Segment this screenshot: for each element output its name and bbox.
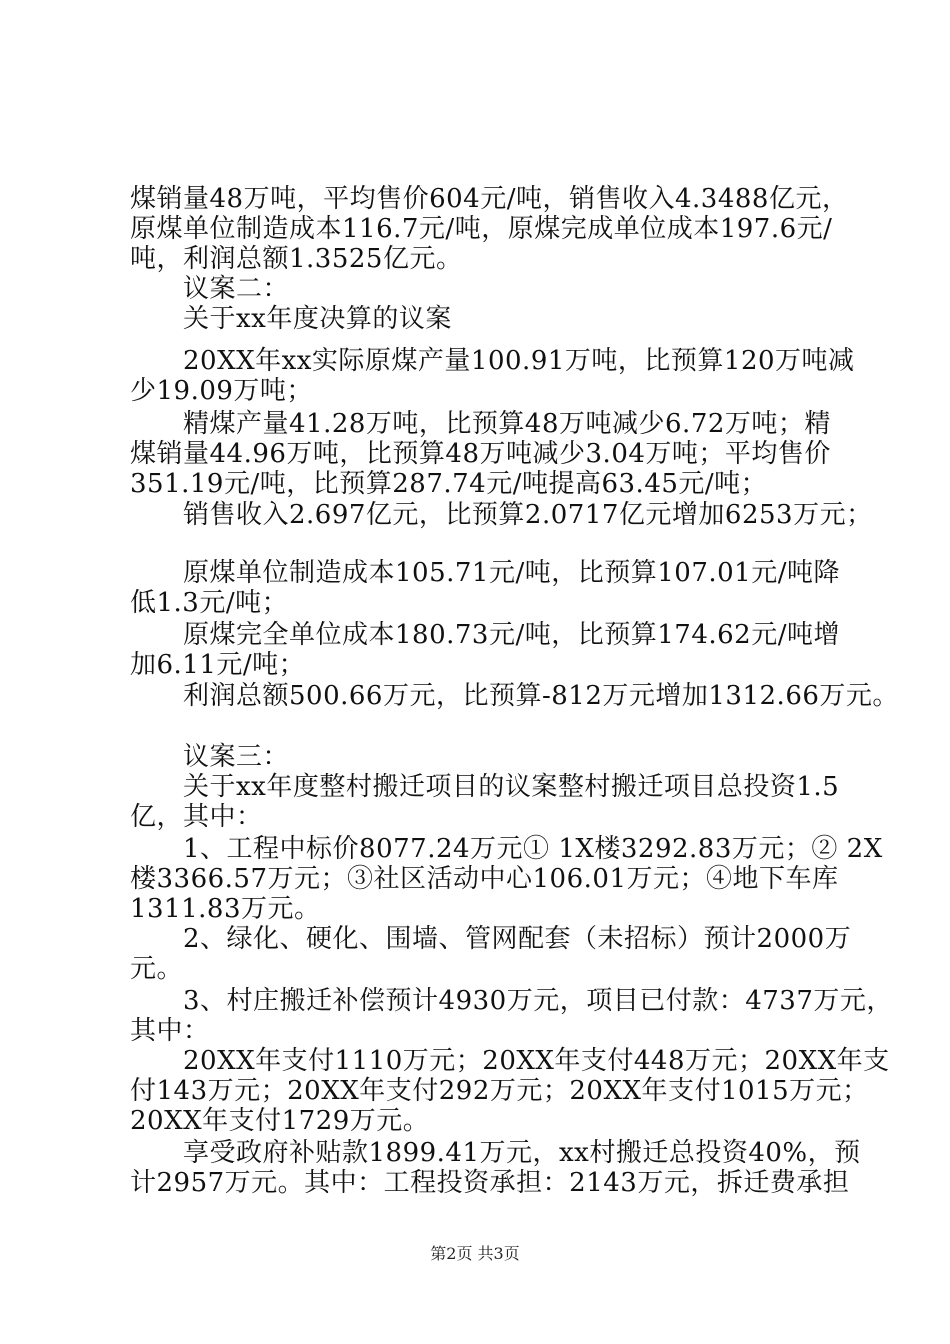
text-line: 计2957万元。其中：工程投资承担：2143万元，拆迁费承担 <box>130 1168 850 1198</box>
page-footer: 第2页 共3页 <box>430 1244 520 1263</box>
text-line: 元。 <box>130 954 184 984</box>
text-line: 楼3366.57万元；③社区活动中心106.01万元；④地下车库 <box>130 864 839 894</box>
text-line: 利润总额500.66万元，比预算-812万元增加1312.66万元。 <box>130 681 899 711</box>
text-line: 20XX年支付1729万元。 <box>130 1106 430 1136</box>
text-line: 付143万元；20XX年支付292万元；20XX年支付1015万元； <box>130 1076 869 1106</box>
text-line: 其中： <box>130 1016 210 1046</box>
text-line: 原煤完全单位成本180.73元/吨，比预算174.62元/吨增 <box>130 620 840 650</box>
text-line: 20XX年支付1110万元；20XX年支付448万元；20XX年支 <box>130 1046 890 1076</box>
text-line: 351.19元/吨，比预算287.74元/吨提高63.45元/吨； <box>130 469 768 499</box>
text-line: 原煤单位制造成本116.7元/吨，原煤完成单位成本197.6元/ <box>130 214 833 244</box>
text-line: 享受政府补贴款1899.41万元，xx村搬迁总投资40%，预 <box>130 1138 861 1168</box>
text-line: 精煤产量41.28万吨，比预算48万吨减少6.72万吨；精 <box>130 409 831 439</box>
text-line: 2、绿化、硬化、围墙、管网配套（未招标）预计2000万 <box>130 924 852 954</box>
section-heading: 议案二： <box>130 274 290 304</box>
text-line: 加6.11元/吨； <box>130 650 306 680</box>
section-heading: 议案三： <box>130 742 290 772</box>
text-line: 亿，其中： <box>130 802 263 832</box>
section-title: 关于xx年度决算的议案 <box>130 304 452 334</box>
text-line: 低1.3元/吨； <box>130 588 289 618</box>
text-line: 1311.83万元。 <box>130 894 321 924</box>
text-line: 原煤单位制造成本105.71元/吨，比预算107.01元/吨降 <box>130 558 840 588</box>
text-line: 少19.09万吨； <box>130 376 313 406</box>
text-line: 煤销量48万吨，平均售价604元/吨，销售收入4.3488亿元， <box>130 184 849 214</box>
text-line: 销售收入2.697亿元，比预算2.0717亿元增加6253万元； <box>130 500 873 530</box>
text-line: 20XX年xx实际原煤产量100.91万吨，比预算120万吨减 <box>130 346 855 376</box>
text-line: 煤销量44.96万吨，比预算48万吨减少3.04万吨；平均售价 <box>130 439 831 469</box>
text-line: 3、村庄搬迁补偿预计4930万元，项目已付款：4737万元， <box>130 986 893 1016</box>
text-line: 1、工程中标价8077.24万元① 1X楼3292.83万元；② 2X <box>130 834 883 864</box>
text-line: 关于xx年度整村搬迁项目的议案整村搬迁项目总投资1.5 <box>130 772 840 802</box>
text-line: 吨，利润总额1.3525亿元。 <box>130 244 463 274</box>
